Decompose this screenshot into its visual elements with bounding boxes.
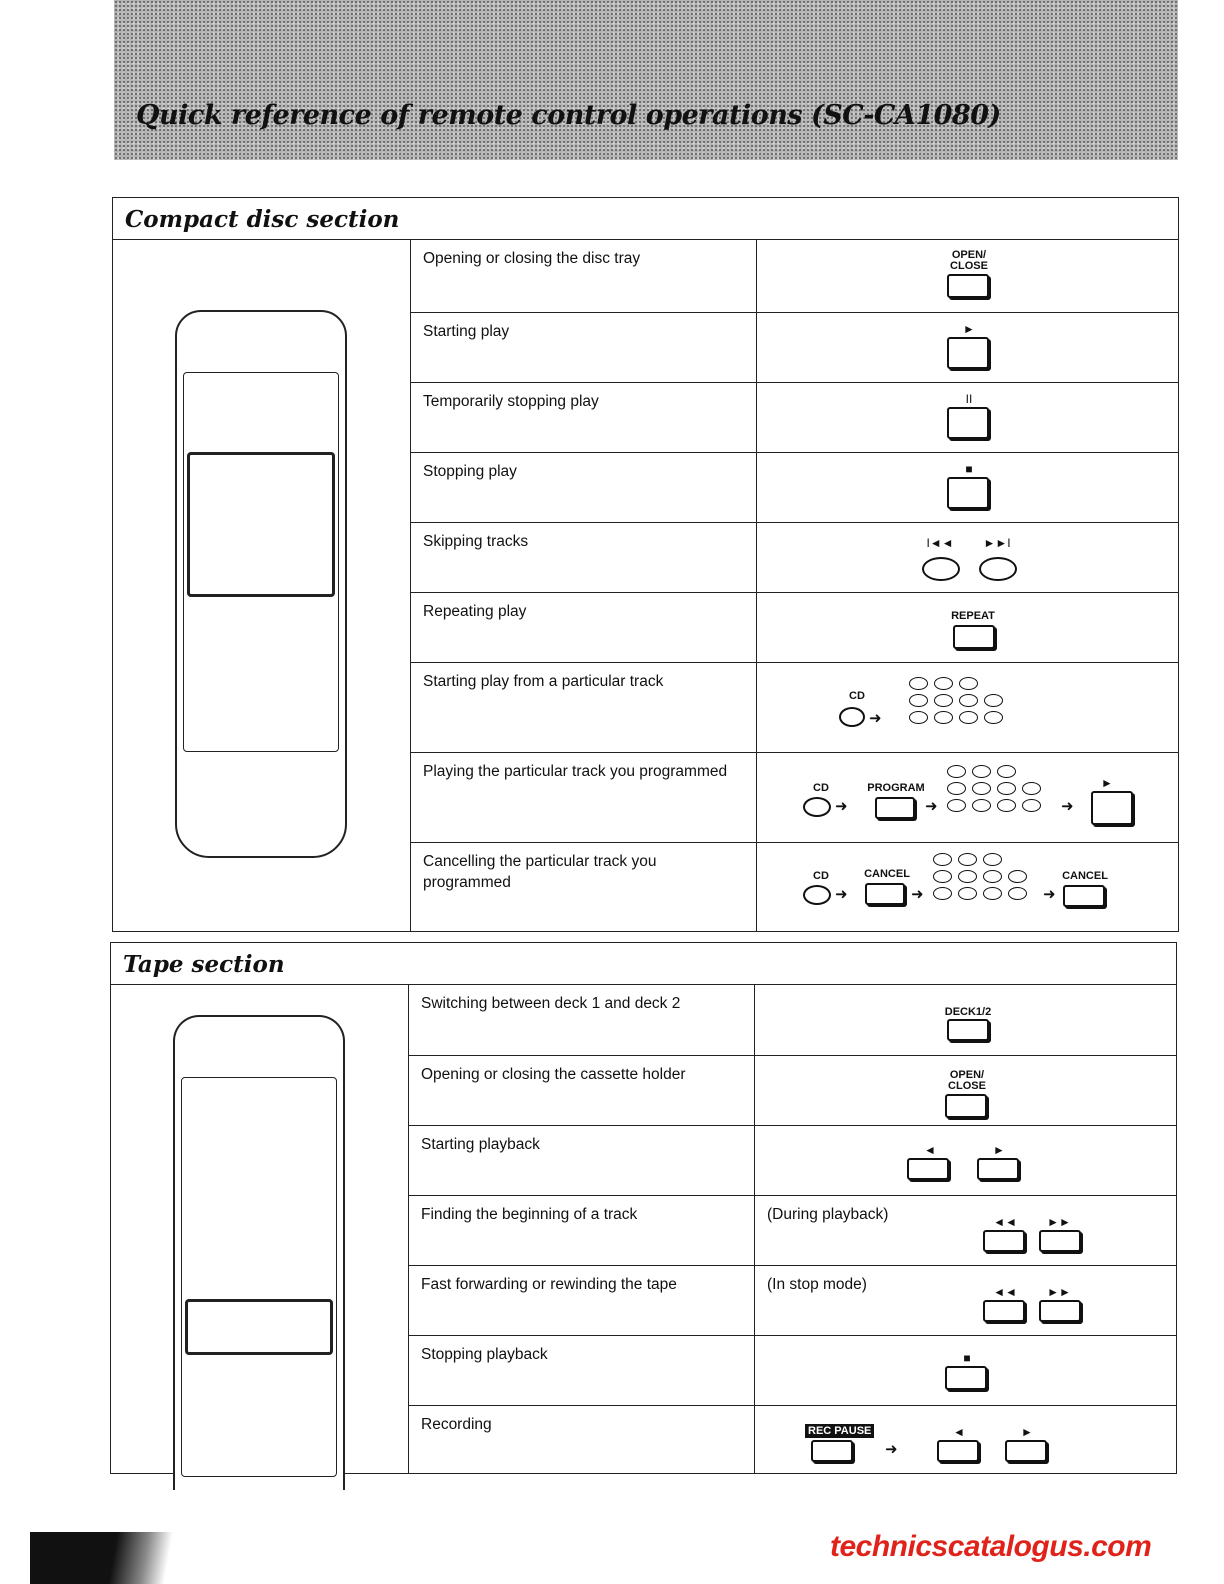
row-diagram bbox=[756, 843, 1178, 931]
row-diagram bbox=[754, 1336, 1176, 1405]
cd-button-icon bbox=[803, 885, 831, 905]
row-diagram bbox=[754, 985, 1176, 1055]
tape-row-open-close bbox=[409, 1055, 1176, 1125]
arrow-icon: ➜ bbox=[835, 886, 848, 903]
row-description: Skipping tracks bbox=[423, 533, 529, 550]
number-keys-icon bbox=[909, 677, 1003, 724]
cd-row-skip bbox=[411, 522, 1178, 592]
arrow-icon: ➜ bbox=[869, 710, 882, 727]
rewind-button-icon bbox=[983, 1230, 1025, 1252]
tape-row-record bbox=[409, 1405, 1176, 1473]
play-button-icon bbox=[1005, 1440, 1047, 1462]
cd-label: CD bbox=[849, 690, 865, 702]
cancel-button-icon bbox=[865, 883, 905, 905]
cancel-label: CANCEL bbox=[1062, 870, 1108, 882]
cd-button-icon bbox=[803, 797, 831, 817]
arrow-icon: ➜ bbox=[1061, 798, 1074, 815]
remote-button-panel bbox=[181, 1077, 337, 1477]
row-description: Stopping play bbox=[423, 463, 517, 480]
skip-back-button-icon bbox=[922, 557, 960, 581]
row-description: Starting play from a particular track bbox=[423, 673, 664, 690]
row-description: Opening or closing the cassette holder bbox=[421, 1066, 686, 1083]
rewind-symbol: ◄◄ bbox=[993, 1285, 1017, 1299]
page-title: Quick reference of remote control operations (SC-CA1080) bbox=[136, 100, 1001, 131]
row-description: Cancelling the particular track you programmed bbox=[423, 853, 657, 891]
arrow-icon: ➜ bbox=[885, 1441, 898, 1458]
cd-row-stop bbox=[411, 452, 1178, 522]
play-symbol: ► bbox=[1101, 776, 1113, 790]
cd-row-direct-track bbox=[411, 662, 1178, 752]
open-close-label: OPEN/ CLOSE bbox=[948, 1069, 986, 1092]
row-diagram bbox=[754, 1196, 1176, 1265]
mode-note: (In stop mode) bbox=[767, 1276, 867, 1293]
tape-keys-highlight bbox=[185, 1299, 333, 1355]
row-diagram bbox=[754, 1266, 1176, 1335]
reverse-play-symbol: ◄ bbox=[924, 1143, 936, 1157]
reverse-play-symbol: ◄ bbox=[953, 1425, 965, 1439]
cd-row-program-play bbox=[411, 752, 1178, 842]
play-symbol: ► bbox=[963, 322, 975, 336]
repeat-label: REPEAT bbox=[951, 610, 995, 622]
play-button-icon bbox=[977, 1158, 1019, 1180]
fast-forward-symbol: ►► bbox=[1047, 1285, 1071, 1299]
row-description: Finding the beginning of a track bbox=[421, 1206, 638, 1223]
rewind-symbol: ◄◄ bbox=[993, 1215, 1017, 1229]
row-description: Fast forwarding or rewinding the tape bbox=[421, 1276, 677, 1293]
tape-row-deck bbox=[409, 985, 1176, 1055]
deck-button-icon bbox=[947, 1019, 989, 1041]
row-description: Temporarily stopping play bbox=[423, 393, 599, 410]
arrow-icon: ➜ bbox=[911, 886, 924, 903]
row-description: Stopping playback bbox=[421, 1346, 548, 1363]
cd-row-cancel-program bbox=[411, 842, 1178, 931]
open-close-label: OPEN/ CLOSE bbox=[950, 249, 988, 272]
play-symbol: ► bbox=[1021, 1425, 1033, 1439]
cd-label: CD bbox=[813, 782, 829, 794]
cancel-label: CANCEL bbox=[864, 868, 910, 880]
watermark-text: technicscatalogus.com bbox=[830, 1530, 1152, 1563]
arrow-icon: ➜ bbox=[925, 798, 938, 815]
header-banner bbox=[114, 0, 1178, 160]
row-diagram bbox=[756, 453, 1178, 522]
row-diagram bbox=[756, 313, 1178, 382]
row-diagram bbox=[756, 523, 1178, 592]
row-description: Starting play bbox=[423, 323, 510, 340]
arrow-icon: ➜ bbox=[1043, 886, 1056, 903]
deck-label: DECK1/2 bbox=[944, 1006, 992, 1018]
open-close-button-icon bbox=[945, 1094, 987, 1118]
fast-forward-button-icon bbox=[1039, 1300, 1081, 1322]
row-description: Switching between deck 1 and deck 2 bbox=[421, 995, 681, 1012]
program-label: PROGRAM bbox=[867, 782, 925, 794]
cd-row-play bbox=[411, 312, 1178, 382]
cd-keys-highlight bbox=[187, 452, 335, 597]
row-diagram bbox=[754, 1406, 1176, 1473]
open-close-button-icon bbox=[947, 274, 989, 298]
reverse-play-button-icon bbox=[907, 1158, 949, 1180]
remote-control-illustration bbox=[175, 310, 347, 858]
number-keys-icon bbox=[933, 853, 1027, 900]
remote-control-illustration bbox=[173, 1015, 345, 1490]
program-button-icon bbox=[875, 797, 915, 819]
fast-forward-symbol: ►► bbox=[1047, 1215, 1071, 1229]
skip-forward-button-icon bbox=[979, 557, 1017, 581]
tape-remote-illustration-cell bbox=[111, 985, 409, 1473]
tape-row-ff-rew bbox=[409, 1265, 1176, 1335]
row-diagram bbox=[754, 1056, 1176, 1125]
cd-row-open-close bbox=[411, 240, 1178, 312]
tape-section-title: Tape section bbox=[111, 943, 1176, 985]
skip-forward-symbol: ►►I bbox=[983, 536, 1011, 550]
skip-back-symbol: I◄◄ bbox=[926, 536, 954, 550]
fast-forward-button-icon bbox=[1039, 1230, 1081, 1252]
cd-label: CD bbox=[813, 870, 829, 882]
cd-section-title: Compact disc section bbox=[113, 198, 1178, 240]
stop-symbol: ■ bbox=[965, 462, 973, 476]
cd-row-repeat bbox=[411, 592, 1178, 662]
mode-note: (During playback) bbox=[767, 1206, 889, 1223]
row-diagram bbox=[754, 1126, 1176, 1195]
play-symbol: ► bbox=[993, 1143, 1005, 1157]
row-diagram bbox=[756, 593, 1178, 662]
tape-row-stop bbox=[409, 1335, 1176, 1405]
arrow-icon: ➜ bbox=[835, 798, 848, 815]
reverse-play-button-icon bbox=[937, 1440, 979, 1462]
cancel-button-icon bbox=[1063, 885, 1105, 907]
cd-section bbox=[112, 197, 1179, 932]
stop-button-icon bbox=[945, 1366, 987, 1390]
tape-row-play bbox=[409, 1125, 1176, 1195]
pause-button-icon bbox=[947, 407, 989, 439]
tape-row-find-track bbox=[409, 1195, 1176, 1265]
page-number-tab bbox=[30, 1532, 180, 1584]
play-button-icon bbox=[1091, 791, 1133, 825]
row-description: Repeating play bbox=[423, 603, 527, 620]
pause-symbol: II bbox=[965, 392, 973, 406]
row-diagram bbox=[756, 753, 1178, 842]
row-description: Starting playback bbox=[421, 1136, 540, 1153]
repeat-button-icon bbox=[953, 625, 995, 649]
row-diagram bbox=[756, 383, 1178, 452]
number-keys-icon bbox=[947, 765, 1041, 812]
row-description: Opening or closing the disc tray bbox=[423, 250, 641, 267]
rec-pause-button-icon bbox=[811, 1440, 853, 1462]
cd-button-icon bbox=[839, 707, 865, 727]
stop-symbol: ■ bbox=[963, 1351, 971, 1365]
tape-section bbox=[110, 942, 1177, 1474]
row-description: Recording bbox=[421, 1416, 492, 1433]
cd-remote-illustration-cell bbox=[113, 240, 411, 931]
row-description: Playing the particular track you programmed bbox=[423, 763, 728, 780]
play-button-icon bbox=[947, 337, 989, 369]
rec-pause-label: REC PAUSE bbox=[805, 1424, 874, 1438]
rewind-button-icon bbox=[983, 1300, 1025, 1322]
cd-row-pause bbox=[411, 382, 1178, 452]
stop-button-icon bbox=[947, 477, 989, 509]
row-diagram bbox=[756, 663, 1178, 752]
row-diagram bbox=[756, 240, 1178, 312]
